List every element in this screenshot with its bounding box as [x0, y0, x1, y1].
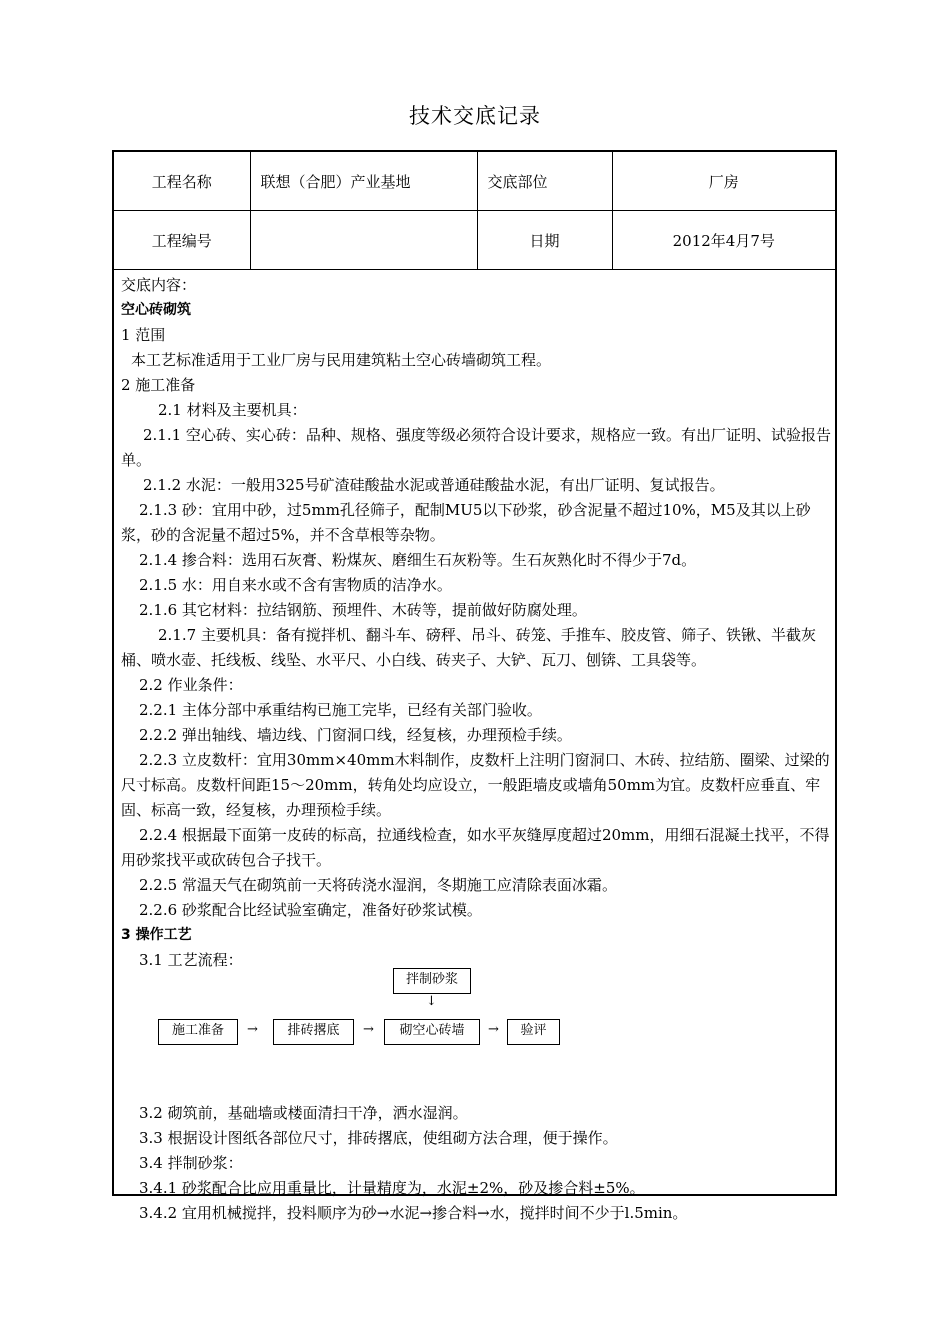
section-2-2-4: 2.2.4 根据最下面第一皮砖的标高，拉通线检查，如水平灰缝厚度超过20mm，用细石混凝土找平，不得用砂浆找平或砍砖包合子找干。 — [121, 826, 830, 869]
section-2-1-1: 2.1.1 空心砖、实心砖：品种、规格、强度等级必须符合设计要求，规格应一致。有出厂证明、试验报告单。 — [121, 426, 831, 469]
section-3-3: 3.3 根据设计图纸各部位尺寸，排砖撂底，使组砌方法合理，便于操作。 — [139, 1129, 618, 1147]
section-2-2-3: 2.2.3 立皮数杆：宜用30mm×40mm木料制作，皮数杆上注明门窗洞口、木砖、拉结筋、圈梁、过梁的尺寸标高。皮数杆间距15～20mm，转角处均应设立，一般距墙皮或墙角50mm为宜。皮数杆应垂直、牢固、标高一致，经复核，办理预检手续。 — [121, 751, 830, 819]
section-2-1-7: 2.1.7 主要机具：备有搅拌机、翻斗车、磅秤、吊斗、砖笼、手推车、胶皮管、筛子、铁锹、半截灰桶、喷水壶、托线板、线坠、水平尺、小白线、砖夹子、大铲、瓦刀、刨锛、工具袋等。 — [121, 626, 816, 669]
location-label: 交底部位 — [477, 152, 612, 211]
flow-arrow-right: → — [363, 1022, 374, 1037]
section-1-title: 1 范围 — [121, 326, 166, 344]
section-2-2: 2.2 作业条件： — [139, 676, 243, 694]
project-number-value — [250, 211, 477, 270]
date-value: 2012年4月7号 — [612, 211, 835, 270]
date-label: 日期 — [477, 211, 612, 270]
section-3-2: 3.2 砌筑前，基础墙或楼面清扫干净，洒水湿润。 — [139, 1104, 468, 1122]
document-title: 技术交底记录 — [409, 104, 541, 128]
section-2-2-2: 2.2.2 弹出轴线、墙边线、门窗洞口线，经复核，办理预检手续。 — [139, 726, 572, 744]
flow-box-step: 施工准备 — [158, 1019, 238, 1045]
record-frame — [112, 150, 837, 1222]
section-2-title: 2 施工准备 — [121, 376, 196, 394]
flow-arrow-down: ↓ — [426, 994, 437, 1009]
section-2-2-5: 2.2.5 常温天气在砌筑前一天将砖浇水湿润，冬期施工应清除表面冰霜。 — [139, 876, 617, 894]
section-3-title: 3 操作工艺 — [121, 927, 192, 943]
section-2-2-1: 2.2.1 主体分部中承重结构已施工完毕，已经有关部门验收。 — [139, 701, 542, 719]
header-row — [114, 152, 835, 211]
section-3-4-2: 3.4.2 宜用机械搅拌，投料顺序为砂→水泥→掺合料→水，搅拌时间不少于l.5min。 — [139, 1204, 688, 1222]
flow-box-step: 排砖撂底 — [273, 1019, 354, 1045]
project-name-label: 工程名称 — [114, 152, 250, 211]
section-2-1-3: 2.1.3 砂：宜用中砂，过5mm孔径筛子，配制MU5以下砂浆，砂含泥量不超过10%，M5及其以上砂浆，砂的含泥量不超过5%，并不含草根等杂物。 — [121, 501, 811, 544]
disclosure-content — [121, 273, 833, 1226]
header-table — [114, 152, 835, 270]
project-name-value: 联想（合肥）产业基地 — [250, 152, 477, 211]
section-2-1: 2.1 材料及主要机具： — [158, 401, 307, 419]
header-row — [114, 211, 835, 270]
location-value: 厂房 — [612, 152, 835, 211]
flow-arrow-right: → — [247, 1022, 258, 1037]
section-2-1-2: 2.1.2 水泥：一般用325号矿渣硅酸盐水泥或普通硅酸盐水泥，有出厂证明、复试报告。 — [143, 476, 725, 494]
section-3-4: 3.4 拌制砂浆： — [139, 1154, 243, 1172]
flow-box-mix-mortar: 拌制砂浆 — [393, 968, 471, 994]
process-flow-diagram — [121, 973, 833, 1101]
content-heading: 空心砖砌筑 — [121, 302, 191, 318]
section-2-1-5: 2.1.5 水：用自来水或不含有害物质的洁净水。 — [139, 576, 452, 594]
content-intro: 交底内容： — [121, 276, 197, 294]
flow-box-step: 砌空心砖墙 — [384, 1019, 480, 1045]
flow-arrow-right: → — [488, 1022, 499, 1037]
flow-box-step: 验评 — [507, 1019, 560, 1045]
section-2-2-6: 2.2.6 砂浆配合比经试验室确定，准备好砂浆试模。 — [139, 901, 482, 919]
section-3-1: 3.1 工艺流程： — [139, 951, 243, 969]
project-number-label: 工程编号 — [114, 211, 250, 270]
section-3-4-1: 3.4.1 砂浆配合比应用重量比，计量精度为，水泥±2%，砂及掺合料±5%。 — [139, 1179, 645, 1197]
section-2-1-4: 2.1.4 掺合料：选用石灰膏、粉煤灰、磨细生石灰粉等。生石灰熟化时不得少于7d。 — [139, 551, 697, 569]
section-2-1-6: 2.1.6 其它材料：拉结钢筋、预埋件、木砖等，提前做好防腐处理。 — [139, 601, 587, 619]
section-1-text: 本工艺标准适用于工业厂房与民用建筑粘土空心砖墙砌筑工程。 — [131, 351, 552, 369]
